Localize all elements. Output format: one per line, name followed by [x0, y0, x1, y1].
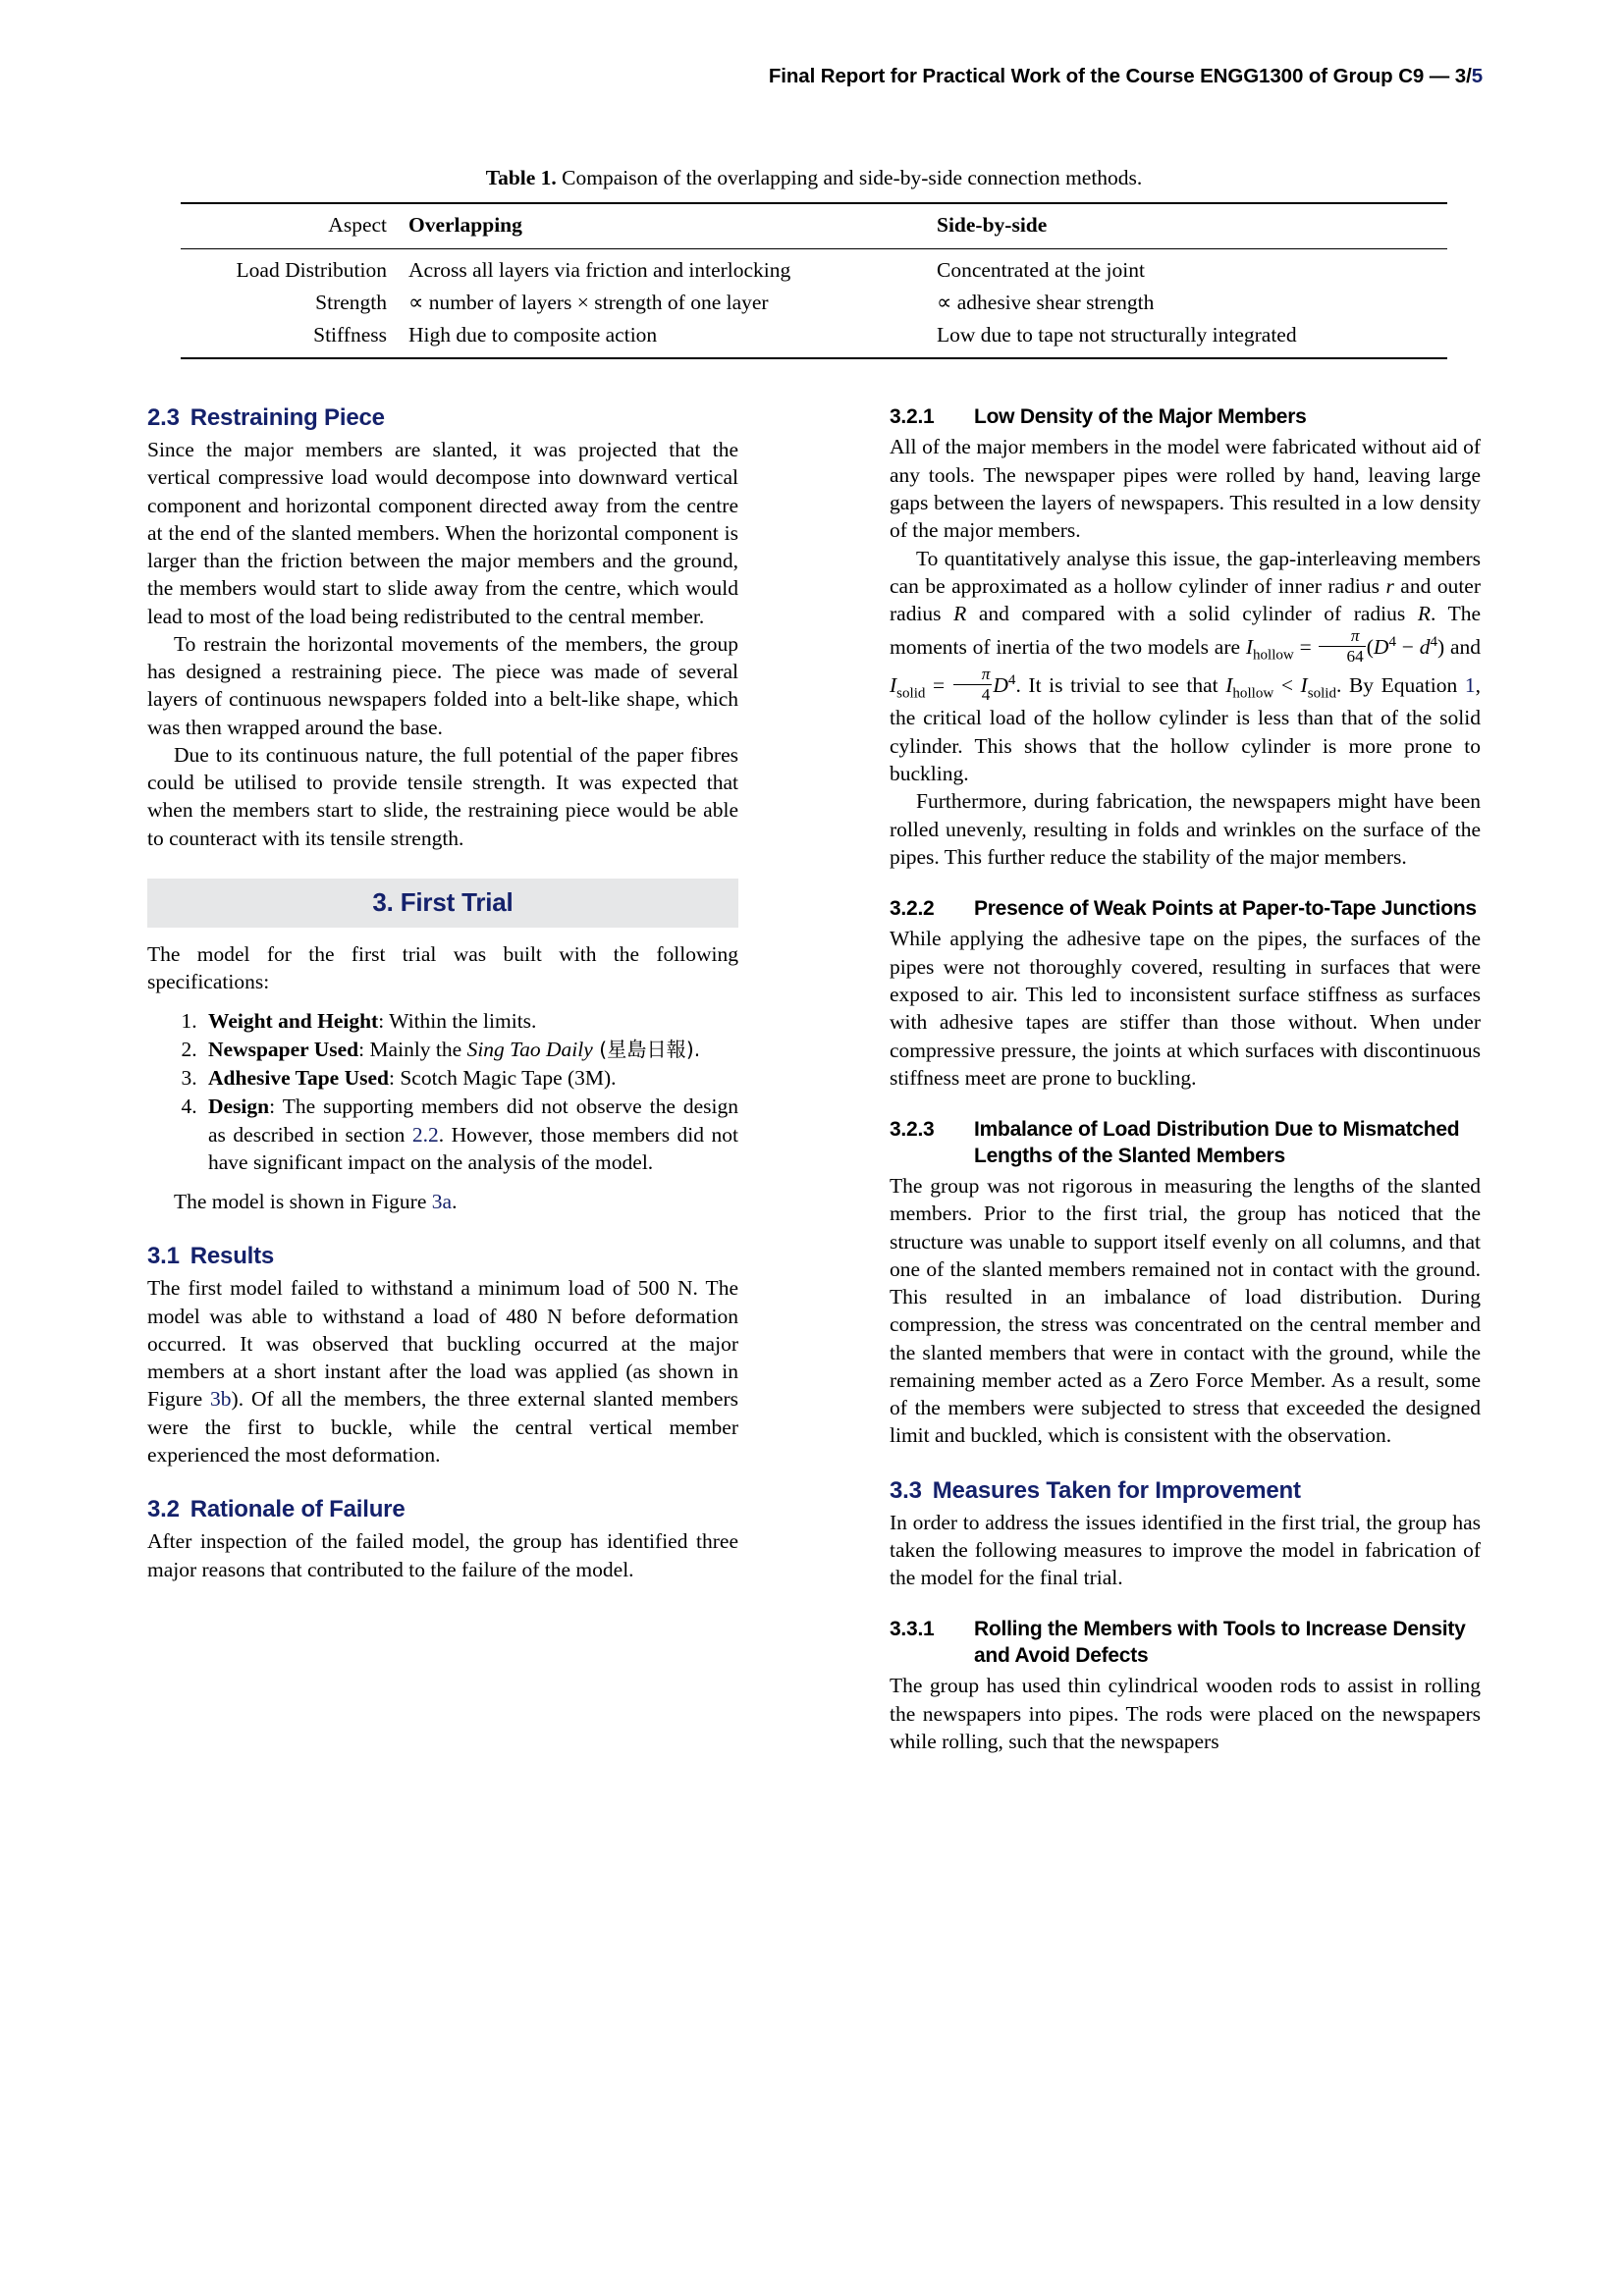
heading-3-2	[147, 1496, 738, 1523]
math-var-r: r	[1385, 573, 1394, 598]
math-fraction-pi-64	[1319, 627, 1366, 664]
heading-3-2-title: Rationale of Failure	[189, 1496, 406, 1523]
math-I-hollow-subscript: hollow	[1253, 647, 1294, 664]
paragraph-3-1-text-2: ). Of all the members, the three external slanted members were the first to buckle, while the central vertical member experienced the most deformation.	[147, 1387, 738, 1467]
list-item-text: : The supporting members did not observe the design as described in section	[208, 1095, 738, 1147]
math-I-hollow-symbol: I	[1245, 635, 1253, 660]
math-para-text-4: . The moments of inertia of the two models are	[890, 602, 1482, 660]
math-I-solid-symbol-2: I	[1300, 673, 1308, 698]
column-header-overlapping: Overlapping	[408, 212, 522, 237]
list-item	[202, 1036, 738, 1063]
banner-title: 3. First Trial	[372, 886, 514, 917]
heading-3-3	[890, 1477, 1481, 1505]
cross-reference-figure-3a[interactable]: 3a	[431, 1190, 453, 1214]
paragraph-first-trial-intro: The model for the first trial was built with the following specifications:	[147, 941, 738, 994]
cell-overlapping: ∝ number of layers × strength of one layer	[408, 290, 769, 314]
cross-reference-figure-3b[interactable]: 3b	[210, 1387, 232, 1412]
math-para-text-5: and	[1444, 635, 1481, 660]
list-item-text-cjk: (星島日報).	[592, 1037, 701, 1061]
cell-overlapping: Across all layers via friction and interlocking	[408, 257, 791, 282]
cell-aspect: Strength	[315, 290, 387, 314]
heading-2-3-title: Restraining Piece	[189, 404, 385, 431]
heading-3-2-2-number: 3.2.2	[890, 897, 935, 921]
table-row	[181, 248, 1447, 287]
list-item-term: Weight and Height	[208, 1008, 379, 1033]
cell-aspect: Load Distribution	[236, 257, 387, 282]
heading-3-1-number: 3.1	[147, 1243, 180, 1270]
list-item	[202, 1007, 738, 1035]
cross-reference-section-2-2[interactable]: 2.2	[411, 1122, 439, 1147]
paragraph-figure-reference	[147, 1188, 738, 1215]
heading-3-2-1-number: 3.2.1	[890, 405, 935, 428]
heading-3-2-3-number: 3.2.3	[890, 1118, 935, 1142]
figure-line-after: .	[452, 1190, 458, 1214]
paragraph-2-3-2: To restrain the horizontal movements of the members, the group has designed a restraining piece. The piece was made of several layers of continuous newspapers folded into a belt-like shape, which was then wrapped around the base.	[147, 631, 738, 739]
table-caption-text: Compaison of the overlapping and side-by-side connection methods.	[556, 166, 1143, 189]
cell-side-by-side: Concentrated at the joint	[937, 257, 1145, 282]
heading-3-1	[147, 1243, 738, 1270]
cell-aspect: Stiffness	[313, 322, 387, 347]
heading-3-2-3-title: Imbalance of Load Distribution Due to Mismatched Lengths of the Slanted Members	[974, 1118, 1460, 1167]
math-var-R: R	[953, 602, 967, 626]
cell-side-by-side: ∝ adhesive shear strength	[937, 290, 1155, 314]
list-item-text: : Within the limits.	[378, 1008, 537, 1033]
paragraph-3-2-1-a: All of the major members in the model were fabricated without aid of any tools. The newspaper pipes were rolled by hand, leaving large gaps between the layers of newspapers. This resulted in a low density of the major members.	[890, 435, 1481, 543]
table-1-block	[147, 165, 1481, 359]
heading-2-3-number: 2.3	[147, 404, 180, 431]
math-I-hollow-subscript-2: hollow	[1232, 685, 1274, 702]
list-item-term: Adhesive Tape Used	[208, 1066, 389, 1091]
list-item-text: : Mainly the	[358, 1037, 467, 1061]
table-caption	[147, 165, 1481, 191]
comparison-table	[181, 202, 1447, 357]
math-paren-open: (	[1366, 635, 1374, 660]
math-equals-1: =	[1293, 635, 1318, 660]
math-para-text-3: and compared with a solid cylinder of radius	[966, 602, 1418, 626]
heading-3-2-2	[890, 896, 1481, 922]
list-item-text-tail: . However, those members did not have significant impact on the analysis of the model.	[208, 1122, 738, 1174]
list-item-italic: Sing Tao Daily	[466, 1037, 593, 1061]
math-I-solid-subscript: solid	[896, 685, 926, 702]
math-equals-2: =	[925, 673, 952, 698]
running-header-text: Final Report for Practical Work of the Course ENGG1300 of Group C9 — 3/	[768, 65, 1472, 87]
paragraph-3-2-1: After inspection of the failed model, the group has identified three major reasons that contributed to the failure of the model.	[147, 1529, 738, 1581]
heading-3-3-1-number: 3.3.1	[890, 1618, 935, 1641]
heading-2-3	[147, 404, 738, 432]
table-header-row	[181, 203, 1447, 249]
math-I-hollow-symbol-2: I	[1225, 673, 1233, 698]
paragraph-3-2-3-a: The group was not rigorous in measuring the lengths of the slanted members. Prior to the first trial, the group has noticed that the structure was unable to support itself evenly on all columns, and that one of the slanted members remained not in contact with the ground. This resulted in an imbalance of load distribution. During compression, the stress was concentrated on the central member and the slanted members that were in contact with the ground, while the remaining member acted as a Zero Force Member. As a result, some of the members were subjected to stress that exceeded the designed limit and buckled, which is consistent with the observation.	[890, 1173, 1481, 1448]
math-exponent-4-3: 4	[1007, 672, 1016, 689]
math-I-solid-symbol: I	[890, 673, 897, 698]
right-column	[890, 404, 1481, 1755]
paragraph-3-1-1	[147, 1274, 738, 1468]
table-row	[181, 287, 1447, 319]
heading-3-2-number: 3.2	[147, 1496, 180, 1523]
table-label: Table 1.	[485, 166, 557, 189]
heading-3-3-1	[890, 1617, 1481, 1669]
paragraph-3-3-1-a: The group has used thin cylindrical wooden rods to assist in rolling the newspapers into pipes. The rods were placed on the newspapers while rolling, such that the newspapers	[890, 1674, 1481, 1753]
table-row	[181, 319, 1447, 357]
math-var-d: d	[1419, 635, 1431, 660]
heading-3-1-title: Results	[189, 1243, 275, 1270]
math-fraction-denominator-2: 4	[953, 684, 993, 703]
heading-3-2-1	[890, 404, 1481, 430]
list-item-term: Newspaper Used	[208, 1037, 359, 1061]
math-var-R-2: R	[1417, 602, 1431, 626]
page-number: 5	[1471, 65, 1483, 87]
math-paren-close: )	[1436, 635, 1445, 660]
paragraph-3-1-text-1: The first model failed to withstand a minimum load of 500 N. The model was able to withstand a load of 480 N before deformation occurred. It was observed that buckling occurred at the major members at a short instant after the load was applied (as shown in Figure	[147, 1276, 738, 1412]
heading-3-2-1-title: Low Density of the Major Members	[974, 405, 1307, 428]
math-para-text-1: To quantitatively analyse this issue, the gap-interleaving members can be approximated as a hollow cylinder of inner radius	[890, 546, 1481, 598]
math-fraction-numerator: π	[1350, 626, 1360, 646]
heading-3-3-title: Measures Taken for Improvement	[932, 1476, 1301, 1504]
cross-reference-equation-1[interactable]: 1	[1464, 673, 1476, 698]
math-para-text-2: and outer radius	[890, 573, 1481, 626]
specification-list	[147, 1007, 738, 1177]
list-item-text: : Scotch Magic Tape (3M).	[389, 1066, 617, 1091]
table-header	[181, 203, 1447, 249]
heading-3-2-2-title: Presence of Weak Points at Paper-to-Tape Junctions	[974, 897, 1477, 921]
paragraph-3-3-a: In order to address the issues identified in the first trial, the group has taken the following measures to improve the model in fabrication of the model for the final trial.	[890, 1510, 1481, 1590]
column-header-aspect: Aspect	[328, 212, 387, 237]
section-banner-first-trial	[147, 879, 738, 928]
left-column	[147, 404, 738, 1583]
math-fraction-pi-4	[953, 666, 993, 702]
heading-3-3-1-title: Rolling the Members with Tools to Increase Density and Avoid Defects	[974, 1618, 1466, 1667]
math-fraction-denominator: 64	[1319, 646, 1366, 665]
paragraph-3-2-1-c: Furthermore, during fabrication, the newspapers might have been rolled unevenly, resulting in folds and wrinkles on the surface of the pipes. This further reduce the stability of the major members.	[890, 789, 1481, 869]
heading-3-3-number: 3.3	[890, 1476, 922, 1504]
math-I-solid-subscript-2: solid	[1307, 685, 1336, 702]
figure-line-before: The model is shown in Figure	[174, 1190, 432, 1214]
list-item	[202, 1093, 738, 1176]
math-less-than: <	[1273, 673, 1301, 698]
heading-3-2-3	[890, 1117, 1481, 1169]
column-header-side-by-side: Side-by-side	[937, 212, 1048, 237]
math-var-D-2: D	[993, 673, 1008, 698]
list-item	[202, 1064, 738, 1092]
paragraph-2-3-3: Due to its continuous nature, the full potential of the paper fibres could be utilised to provide tensile strength. It was expected that when the members start to slide, the restraining piece would be able to counteract with its tensile strength.	[147, 742, 738, 850]
paragraph-3-2-2-a: While applying the adhesive tape on the pipes, the surfaces of the pipes were not thoroughly covered, resulting in surfaces that were exposed to air. This led to inconsistent surface stiffness as surfaces with adhesive tapes are stiffer than those without. When under compressive pressure, the joints at which surfaces with discontinuous stiffness meet are prone to buckling.	[890, 927, 1481, 1090]
math-exponent-4-1: 4	[1388, 634, 1396, 651]
list-item-term: Design	[208, 1095, 270, 1119]
math-var-D-1: D	[1373, 635, 1389, 660]
cell-side-by-side: Low due to tape not structurally integrated	[937, 322, 1297, 347]
cell-overlapping: High due to composite action	[408, 322, 658, 347]
math-exponent-4-2: 4	[1430, 634, 1437, 651]
table-body	[181, 248, 1447, 357]
math-minus: −	[1395, 635, 1420, 660]
math-para-text-7: . By Equation	[1335, 673, 1465, 698]
math-para-text-8: , the critical load of the hollow cylinder is less than that of the solid cylinder. This shows that the hollow cylinder is more prone to buckling.	[890, 673, 1481, 785]
table-bottom-rule	[181, 357, 1447, 359]
paragraph-3-2-1-b	[890, 545, 1481, 788]
running-header	[147, 65, 1483, 88]
math-para-text-6: . It is trivial to see that	[1015, 673, 1226, 698]
math-fraction-numerator-2: π	[981, 665, 991, 684]
paragraph-2-3-1: Since the major members are slanted, it was projected that the vertical compressive load would decompose into downward vertical component and horizontal component directed away from the centre at the end of the slanted members. When the horizontal component is larger than the friction between the major members and the ground, the members would start to slide away from the centre, which would lead to most of the load being redistributed to the central member.	[147, 438, 738, 628]
